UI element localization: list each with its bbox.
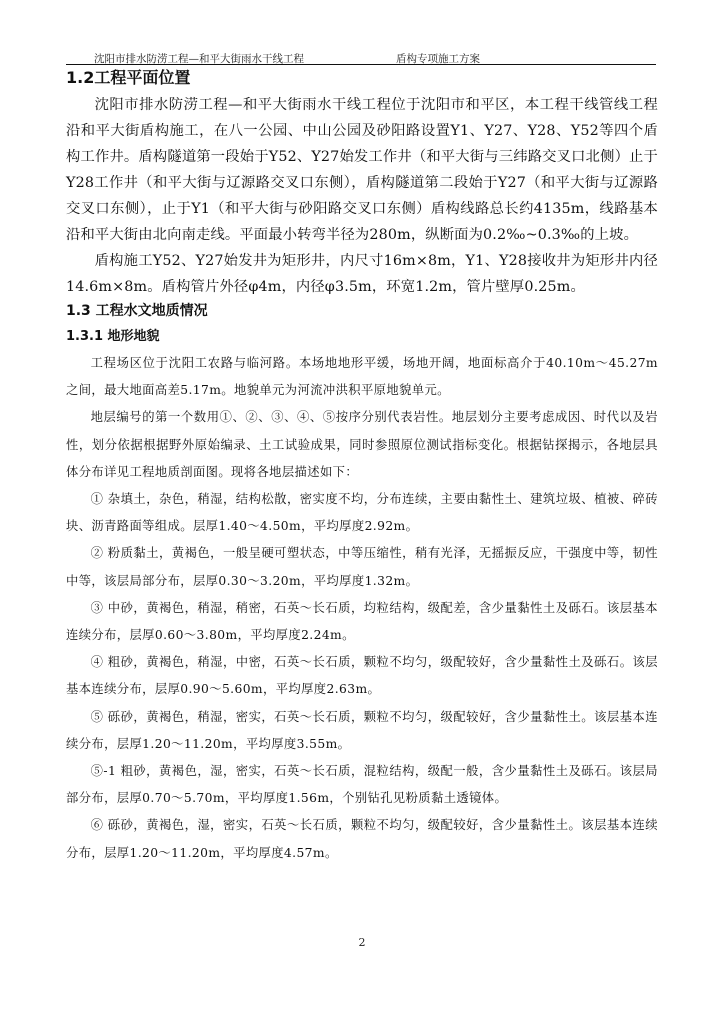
page-number: 2: [358, 936, 366, 949]
paragraph-shield-shafts: 盾构施工Y52、Y27始发井为矩形井，内尺寸16m×8m，Y1、Y28接收井为矩形井内径14.6m×8m。盾构管片外径φ4m，内径φ3.5m，环宽1.2m，管片壁厚0.25m。: [66, 253, 658, 295]
paragraph-layer-5-gravel-sand: ⑤ 砾砂，黄褐色，稍湿，密实，石英～长石质，颗粒不均匀，级配较好，含少量黏性土。该层基本连续分布，层厚1.20～11.20m，平均厚度3.55m。: [66, 709, 658, 751]
section-heading-1-3: 1.3 工程水文地质情况: [66, 303, 208, 319]
section-heading-1-2: 1.2工程平面位置: [66, 68, 191, 87]
paragraph-stratum-numbering: 地层编号的第一个数用①、②、③、④、⑤按序分别代表岩性。地层划分主要考虑成因、时代以及岩性，划分依据根据野外原始编录、土工试验成果，同时参照原位测试指标变化。根据钻探揭示，各地层具体分布详见工程地质剖面图。现将各地层描述如下：: [66, 410, 658, 479]
paragraph-layer-5-1-coarse-sand: ⑤-1 粗砂，黄褐色，湿，密实，石英～长石质，混粒结构，级配一般，含少量黏性土及砾石。该层局部分布，层厚0.70～5.70m，平均厚度1.56m，个别钻孔见粉质黏土透镜体。: [66, 764, 658, 806]
paragraph-site-terrain: 工程场区位于沈阳工农路与临河路。本场地地形平缓，场地开阔，地面标高介于40.10m～45.27m之间，最大地面高差5.17m。地貌单元为河流冲洪积平原地貌单元。: [66, 356, 658, 398]
paragraph-layer-4-coarse-sand: ④ 粗砂，黄褐色，稍湿，中密，石英～长石质，颗粒不均匀，级配较好，含少量黏性土及砾石。该层基本连续分布，层厚0.90～5.60m，平均厚度2.63m。: [66, 655, 658, 697]
section-heading-1-3-1: 1.3.1 地形地貌: [66, 329, 160, 344]
document-body: [66, 66, 658, 867]
paragraph-layer-2-silty-clay: ② 粉质黏土，黄褐色，一般呈硬可塑状态，中等压缩性，稍有光泽，无摇振反应，干强度中等，韧性中等，该层局部分布，层厚0.30～3.20m，平均厚度1.32m。: [66, 546, 658, 588]
header-document-title: 盾构专项施工方案: [396, 53, 480, 65]
paragraph-project-location: 沈阳市排水防涝工程—和平大街雨水干线工程位于沈阳市和平区，本工程干线管线工程沿和平大街盾构施工，在八一公园、中山公园及砂阳路设置Y1、Y27、Y28、Y52等四个盾构工作井。盾构隧道第一段始于Y52、Y27始发工作井（和平大街与三纬路交叉口北侧）止于Y28工作井（和平大街与辽源路交叉口东侧），盾构隧道第二段始于Y27（和平大街与辽源路交叉口东侧），止于Y1（和平大街与砂阳路交叉口东侧）盾构线路总长约4135m，线路基本沿和平大街由北向南走线。平面最小转弯半径为280m，纵断面为0.2‰~0.3‰的上坡。: [66, 97, 658, 243]
header-divider: [66, 64, 656, 65]
header-project-title: 沈阳市排水防涝工程—和平大街雨水干线工程: [94, 53, 304, 65]
paragraph-layer-6-gravel-sand: ⑥ 砾砂，黄褐色，湿，密实，石英～长石质，颗粒不均匀，级配较好，含少量黏性土。该层基本连续分布，层厚1.20～11.20m，平均厚度4.57m。: [66, 818, 658, 860]
paragraph-layer-1-fill: ① 杂填土，杂色，稍湿，结构松散，密实度不均，分布连续，主要由黏性土、建筑垃圾、植被、碎砖块、沥青路面等组成。层厚1.40～4.50m，平均厚度2.92m。: [66, 492, 658, 534]
paragraph-layer-3-medium-sand: ③ 中砂，黄褐色，稍湿，稍密，石英～长石质，均粒结构，级配差，含少量黏性土及砾石。该层基本连续分布，层厚0.60～3.80m，平均厚度2.24m。: [66, 600, 658, 643]
